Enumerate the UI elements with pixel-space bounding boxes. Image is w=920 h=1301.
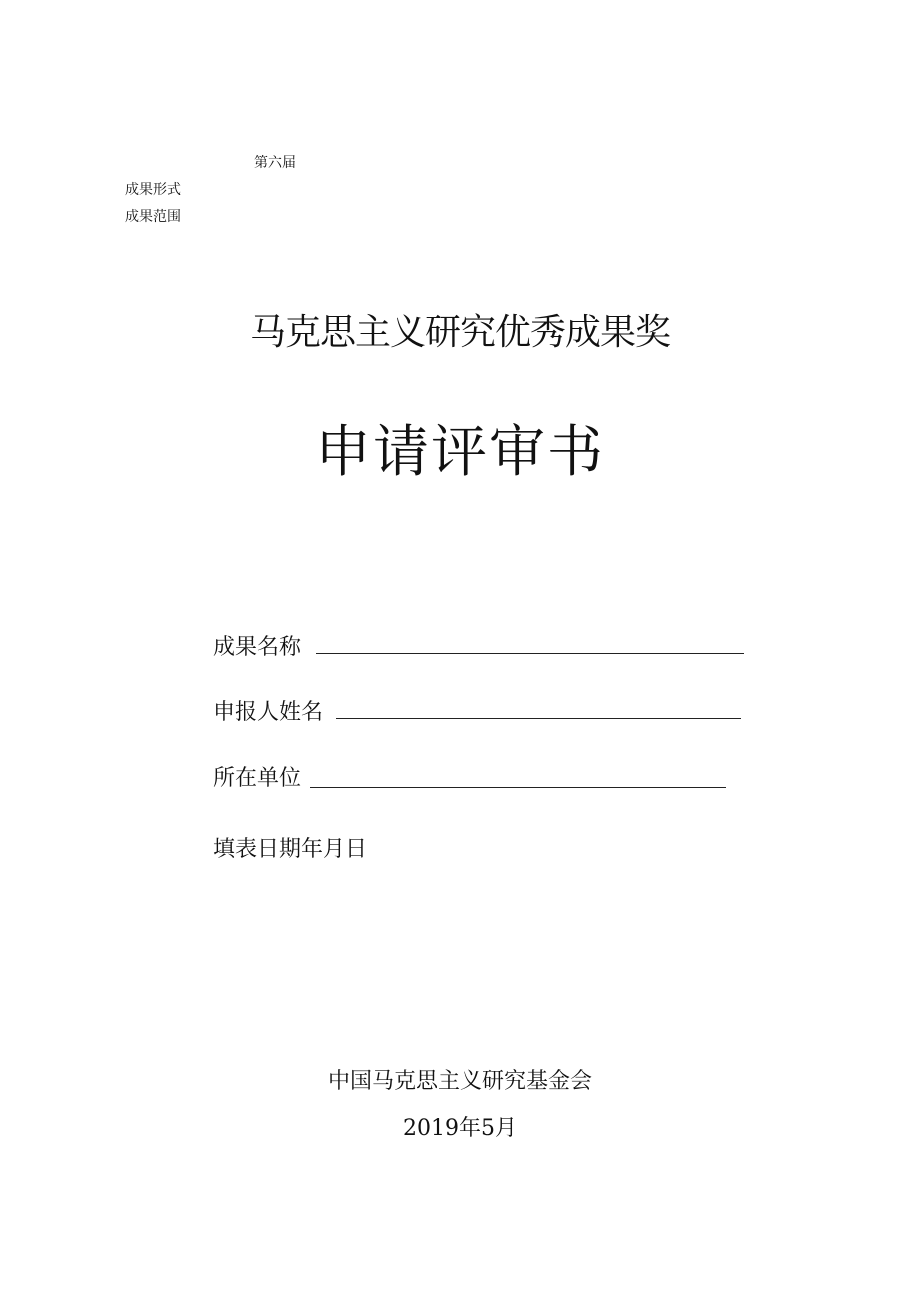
applicant-name-label: 申报人姓名	[213, 700, 324, 725]
document-title: 申请评审书	[315, 420, 605, 485]
result-form-label: 成果形式	[125, 182, 181, 198]
award-title: 马克思主义研究优秀成果奖	[249, 312, 670, 353]
unit-line	[310, 787, 726, 788]
applicant-name-line	[336, 718, 741, 719]
result-scope-label: 成果范围	[125, 209, 181, 225]
result-name-label: 成果名称	[213, 635, 302, 660]
edition-label: 第六届	[254, 155, 296, 171]
issue-date: 2019年5月	[403, 1116, 517, 1141]
fill-date-label: 填表日期年月日	[213, 837, 368, 862]
result-name-line	[316, 653, 744, 654]
organization-name: 中国马克思主义研究基金会	[327, 1069, 592, 1094]
unit-label: 所在单位	[213, 766, 302, 791]
